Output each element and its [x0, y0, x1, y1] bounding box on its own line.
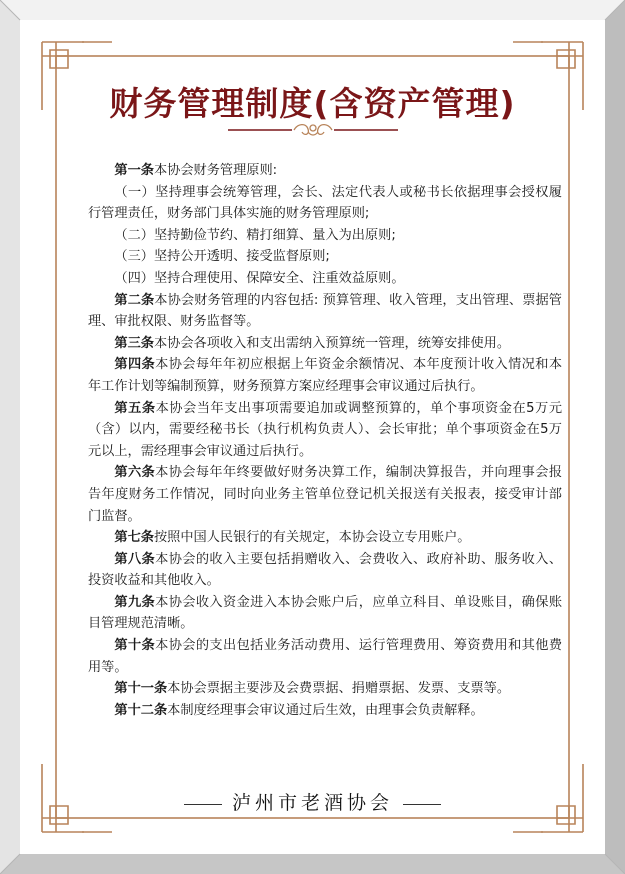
- article: [88, 700, 562, 722]
- article-text: 本协会的收入主要包括捐赠收入、会费收入、政府补助、服务收入、投资收益和其他收入。: [88, 551, 563, 589]
- principle-item: [88, 268, 562, 290]
- regulation-text: [88, 160, 562, 721]
- article-text: 本协会每年年终要做好财务决算工作，编制决算报告，并向理事会报告年度财务工作情况，同时向业务主管单位登记机关报送有关报表，接受审计部门监督。: [88, 465, 563, 524]
- article-number: 第三条: [114, 335, 154, 351]
- article-text: 本协会财务管理的内容包括: 预算管理、收入管理，支出管理、票据管理、审批权限、财务监督等。: [88, 292, 562, 330]
- principle-item: [88, 182, 562, 225]
- article: [88, 549, 562, 592]
- article-text: （三）坚持公开透明、接受监督原则;: [114, 249, 330, 265]
- article: [88, 678, 562, 700]
- principle-item: [88, 225, 562, 247]
- article-text: 本协会票据主要涉及会费票据、捐赠票据、发票、支票等。: [167, 681, 511, 697]
- article-text: 本协会收入资金进入本协会账户后，应单立科目、单设账目，确保账目管理规范清晰。: [88, 594, 563, 632]
- article-number: 第九条: [114, 594, 156, 610]
- article-text: 本协会每年年初应根据上年资金余额情况、本年度预计收入情况和本年工作计划等编制预算，财务预算方案应经理事会审议通过后执行。: [88, 357, 563, 394]
- article-number: 第八条: [114, 551, 156, 567]
- article-number: 第七条: [114, 530, 154, 546]
- article-text: （二）坚持勤俭节约、精打细算、量入为出原则;: [114, 227, 396, 243]
- article-text: （四）坚持合理使用、保障安全、注重效益原则。: [114, 270, 405, 286]
- article: [88, 160, 562, 182]
- article: [88, 527, 562, 549]
- article: [88, 290, 562, 333]
- article: [88, 462, 562, 527]
- article-text: 本制度经理事会审议通过后生效，由理事会负责解释。: [167, 702, 484, 718]
- page-title: 财务管理制度(含资产管理): [109, 84, 516, 123]
- article-text: 本协会各项收入和支出需纳入预算统一管理，统筹安排使用。: [153, 335, 511, 351]
- article: [88, 592, 562, 635]
- article-number: 第十一条: [114, 681, 168, 697]
- article-number: 第十条: [114, 638, 156, 654]
- article-text: （一）坚持理事会统筹管理，会长、法定代表人或秘书长依据理事会授权履行管理责任，财务部门具体实施的财务管理原则;: [88, 184, 562, 222]
- principle-item: [88, 246, 562, 268]
- article: [88, 398, 562, 463]
- article-number: 第一条: [114, 163, 154, 178]
- article-number: 第十二条: [114, 702, 168, 718]
- organization-name: 泸州市老酒协会: [231, 792, 393, 814]
- article-number: 第五条: [114, 400, 156, 416]
- article-text: 本协会的支出包括业务活动费用、运行管理费用、筹资费用和其他费用等。: [88, 638, 563, 675]
- notice-board: [20, 20, 605, 854]
- footer-rule-left: [184, 804, 222, 805]
- article-text: 本协会当年支出事项需要追加或调整预算的，单个事项资金在5万元（含）以内，需要经秘书长（执行机构负责人）、会长审批；单个事项资金在5万元以上，需经理事会审议通过后执行。: [88, 400, 563, 459]
- article-text: 按照中国人民银行的有关规定，本协会设立专用账户。: [153, 530, 471, 546]
- article-number: 第六条: [114, 465, 156, 481]
- footer-rule-right: [403, 804, 441, 805]
- article: [88, 635, 562, 678]
- article-number: 第四条: [114, 357, 156, 373]
- ornament-divider-icon: [228, 120, 398, 138]
- article: [88, 333, 562, 355]
- organization-signature: [20, 788, 605, 815]
- article-text: 本协会财务管理原则:: [153, 163, 278, 178]
- article: [88, 354, 562, 397]
- article-number: 第二条: [114, 292, 155, 308]
